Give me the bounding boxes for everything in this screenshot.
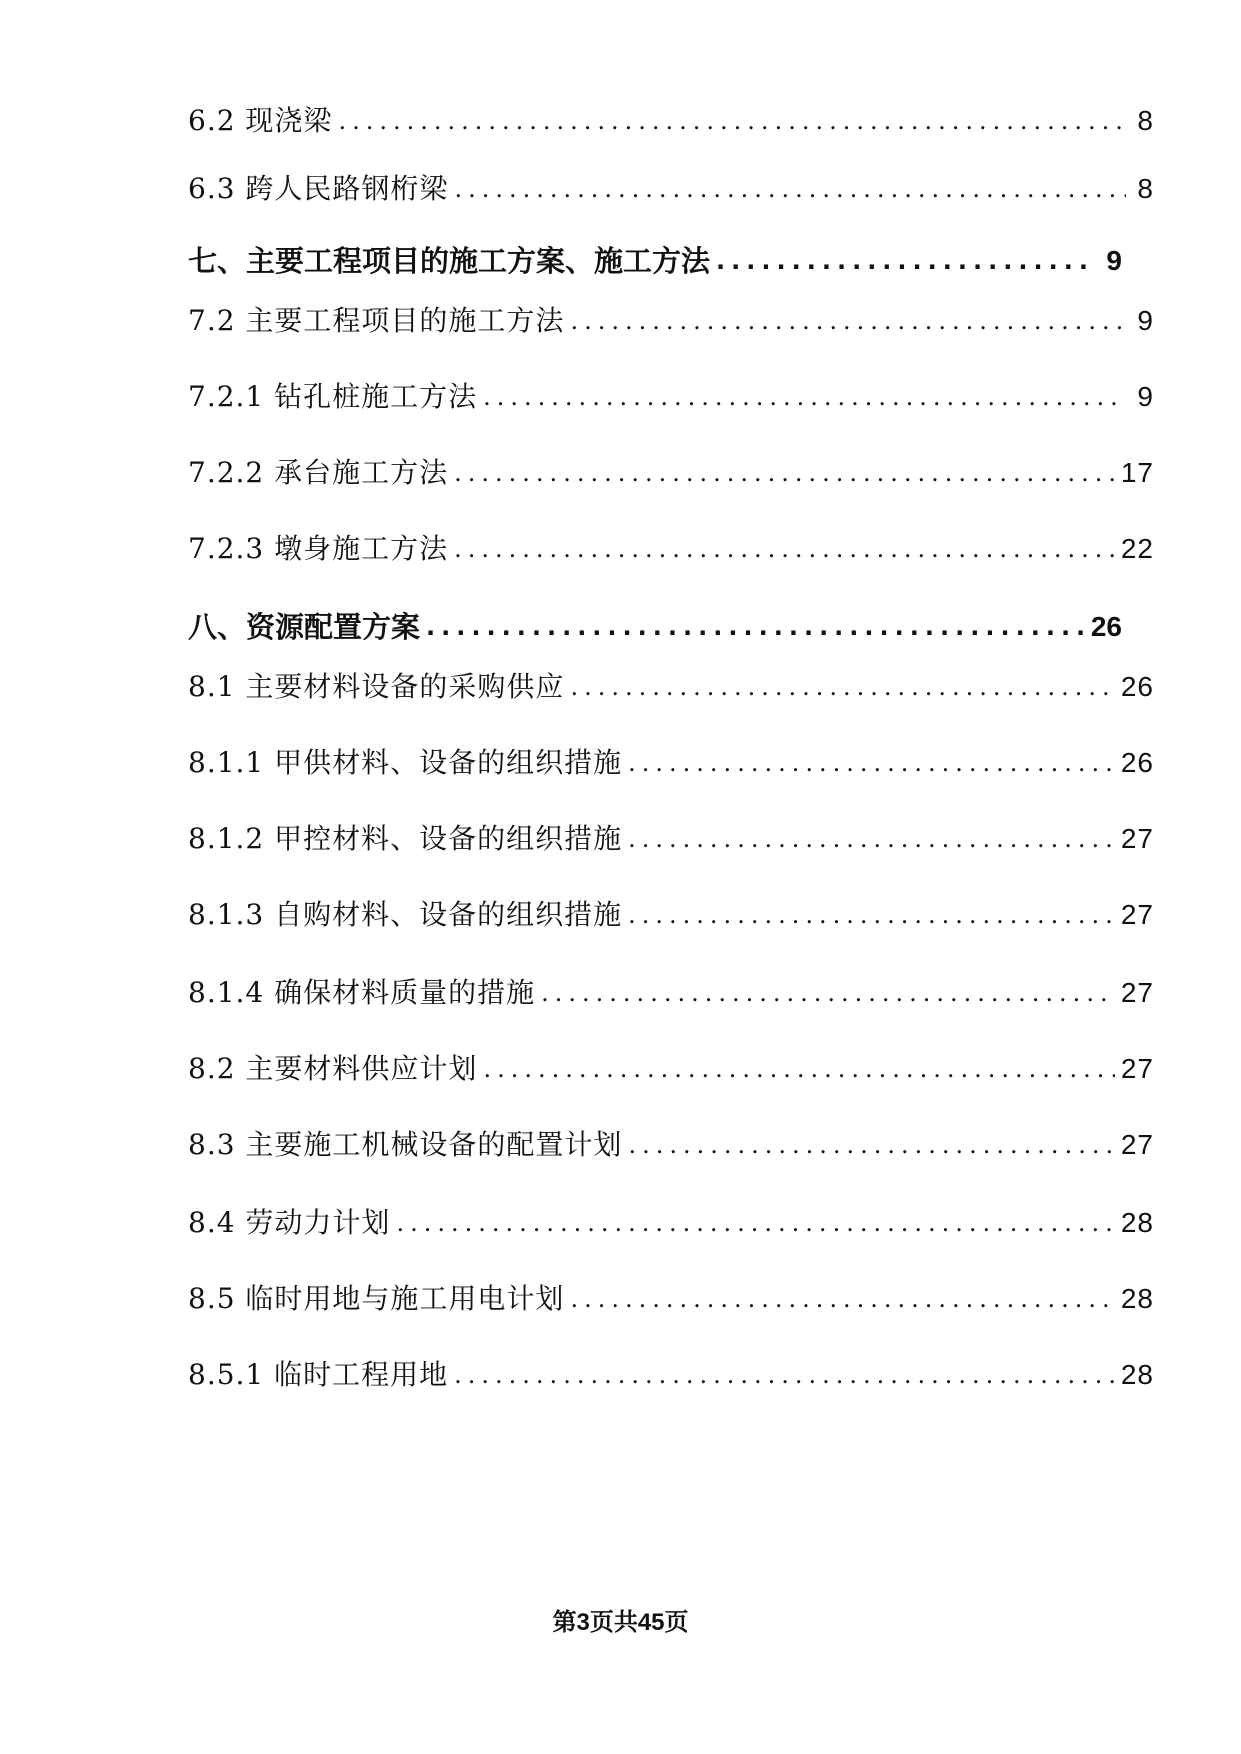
toc-entry-page-number: 27	[1120, 977, 1154, 1008]
toc-chapter-8[interactable]	[188, 610, 1122, 644]
toc-entry-label: 8.5.1 临时工程用地	[188, 1358, 449, 1391]
toc-leader-dots	[454, 456, 1115, 490]
toc-entry-page-number: 26	[1120, 671, 1154, 702]
toc-leader-dots	[338, 104, 1126, 138]
toc-entry-page-number: 28	[1120, 1207, 1154, 1238]
toc-entry-page-number: 27	[1120, 823, 1154, 854]
toc-leader-dots	[628, 746, 1115, 780]
page-footer: 第3页共45页	[552, 1609, 689, 1636]
toc-entry-page-number: 27	[1120, 899, 1154, 930]
toc-entry-7-2[interactable]	[188, 304, 1154, 338]
toc-entry-8-1-3[interactable]	[188, 898, 1154, 932]
toc-entry-7-2-1[interactable]	[188, 380, 1154, 414]
toc-chapter-page-number: 9	[1106, 245, 1122, 276]
toc-entry-label: 8.5 临时用地与施工用电计划	[188, 1282, 565, 1315]
toc-entry-8-1-2[interactable]	[188, 822, 1154, 856]
toc-entry-label: 8.1.4 确保材料质量的措施	[188, 976, 536, 1009]
toc-leader-dots	[541, 976, 1115, 1010]
toc-entry-label: 6.2 现浇梁	[188, 104, 333, 137]
toc-entry-page-number: 9	[1137, 305, 1154, 336]
toc-leader-dots	[716, 244, 1094, 278]
toc-entry-8-5[interactable]	[188, 1282, 1154, 1316]
toc-entry-page-number: 27	[1120, 1129, 1154, 1160]
toc-chapter-label: 八、资源配置方案	[188, 610, 421, 644]
toc-entry-8-4[interactable]	[188, 1206, 1154, 1240]
toc-entry-8-1-1[interactable]	[188, 746, 1154, 780]
toc-entry-8-5-1[interactable]	[188, 1358, 1154, 1392]
toc-entry-label: 7.2.3 墩身施工方法	[188, 532, 449, 565]
toc-entry-label: 8.2 主要材料供应计划	[188, 1052, 478, 1085]
toc-leader-dots	[570, 1282, 1114, 1316]
toc-entry-page-number: 8	[1137, 105, 1154, 136]
toc-entry-label: 7.2.2 承台施工方法	[188, 456, 449, 489]
toc-entry-label: 8.3 主要施工机械设备的配置计划	[188, 1128, 623, 1161]
toc-entry-label: 8.1.2 甲控材料、设备的组织措施	[188, 822, 623, 855]
toc-entry-6-2[interactable]	[188, 104, 1154, 138]
toc-leader-dots	[454, 172, 1126, 206]
toc-entry-page-number: 8	[1137, 173, 1154, 204]
toc-entry-page-number: 27	[1120, 1053, 1154, 1084]
toc-entry-7-2-3[interactable]	[188, 532, 1154, 566]
toc-leader-dots	[628, 898, 1115, 932]
toc-leader-dots	[570, 670, 1114, 704]
toc-entry-8-3[interactable]	[188, 1128, 1154, 1162]
toc-entry-8-2[interactable]	[188, 1052, 1154, 1086]
toc-leader-dots	[426, 610, 1085, 644]
toc-entry-8-1-4[interactable]	[188, 976, 1154, 1010]
toc-entry-7-2-2[interactable]	[188, 456, 1154, 490]
toc-leader-dots	[570, 304, 1126, 338]
toc-entry-label: 8.1.1 甲供材料、设备的组织措施	[188, 746, 623, 779]
toc-entry-page-number: 28	[1120, 1283, 1154, 1314]
toc-entry-label: 7.2.1 钻孔桩施工方法	[188, 380, 478, 413]
toc-leader-dots	[628, 1128, 1114, 1162]
toc-leader-dots	[628, 822, 1115, 856]
toc-entry-page-number: 28	[1120, 1359, 1154, 1390]
toc-leader-dots	[454, 1358, 1115, 1392]
toc-entry-label: 7.2 主要工程项目的施工方法	[188, 304, 565, 337]
toc-chapter-label: 七、主要工程项目的施工方案、施工方法	[188, 244, 711, 278]
toc-entry-page-number: 26	[1120, 747, 1154, 778]
toc-leader-dots	[483, 380, 1126, 414]
toc-entry-page-number: 17	[1120, 457, 1154, 488]
toc-entry-6-3[interactable]	[188, 172, 1154, 206]
toc-entry-label: 8.1.3 自购材料、设备的组织措施	[188, 898, 623, 931]
toc-entry-8-1[interactable]	[188, 670, 1154, 704]
toc-chapter-page-number: 26	[1090, 611, 1122, 642]
toc-entry-page-number: 22	[1120, 533, 1154, 564]
toc-leader-dots	[396, 1206, 1114, 1240]
toc-entry-label: 6.3 跨人民路钢桁梁	[188, 172, 449, 205]
toc-entry-label: 8.1 主要材料设备的采购供应	[188, 670, 565, 703]
toc-entry-label: 8.4 劳动力计划	[188, 1206, 391, 1239]
toc-leader-dots	[483, 1052, 1114, 1086]
toc-entry-page-number: 9	[1137, 381, 1154, 412]
toc-leader-dots	[454, 532, 1115, 566]
toc-chapter-7[interactable]	[188, 244, 1122, 278]
